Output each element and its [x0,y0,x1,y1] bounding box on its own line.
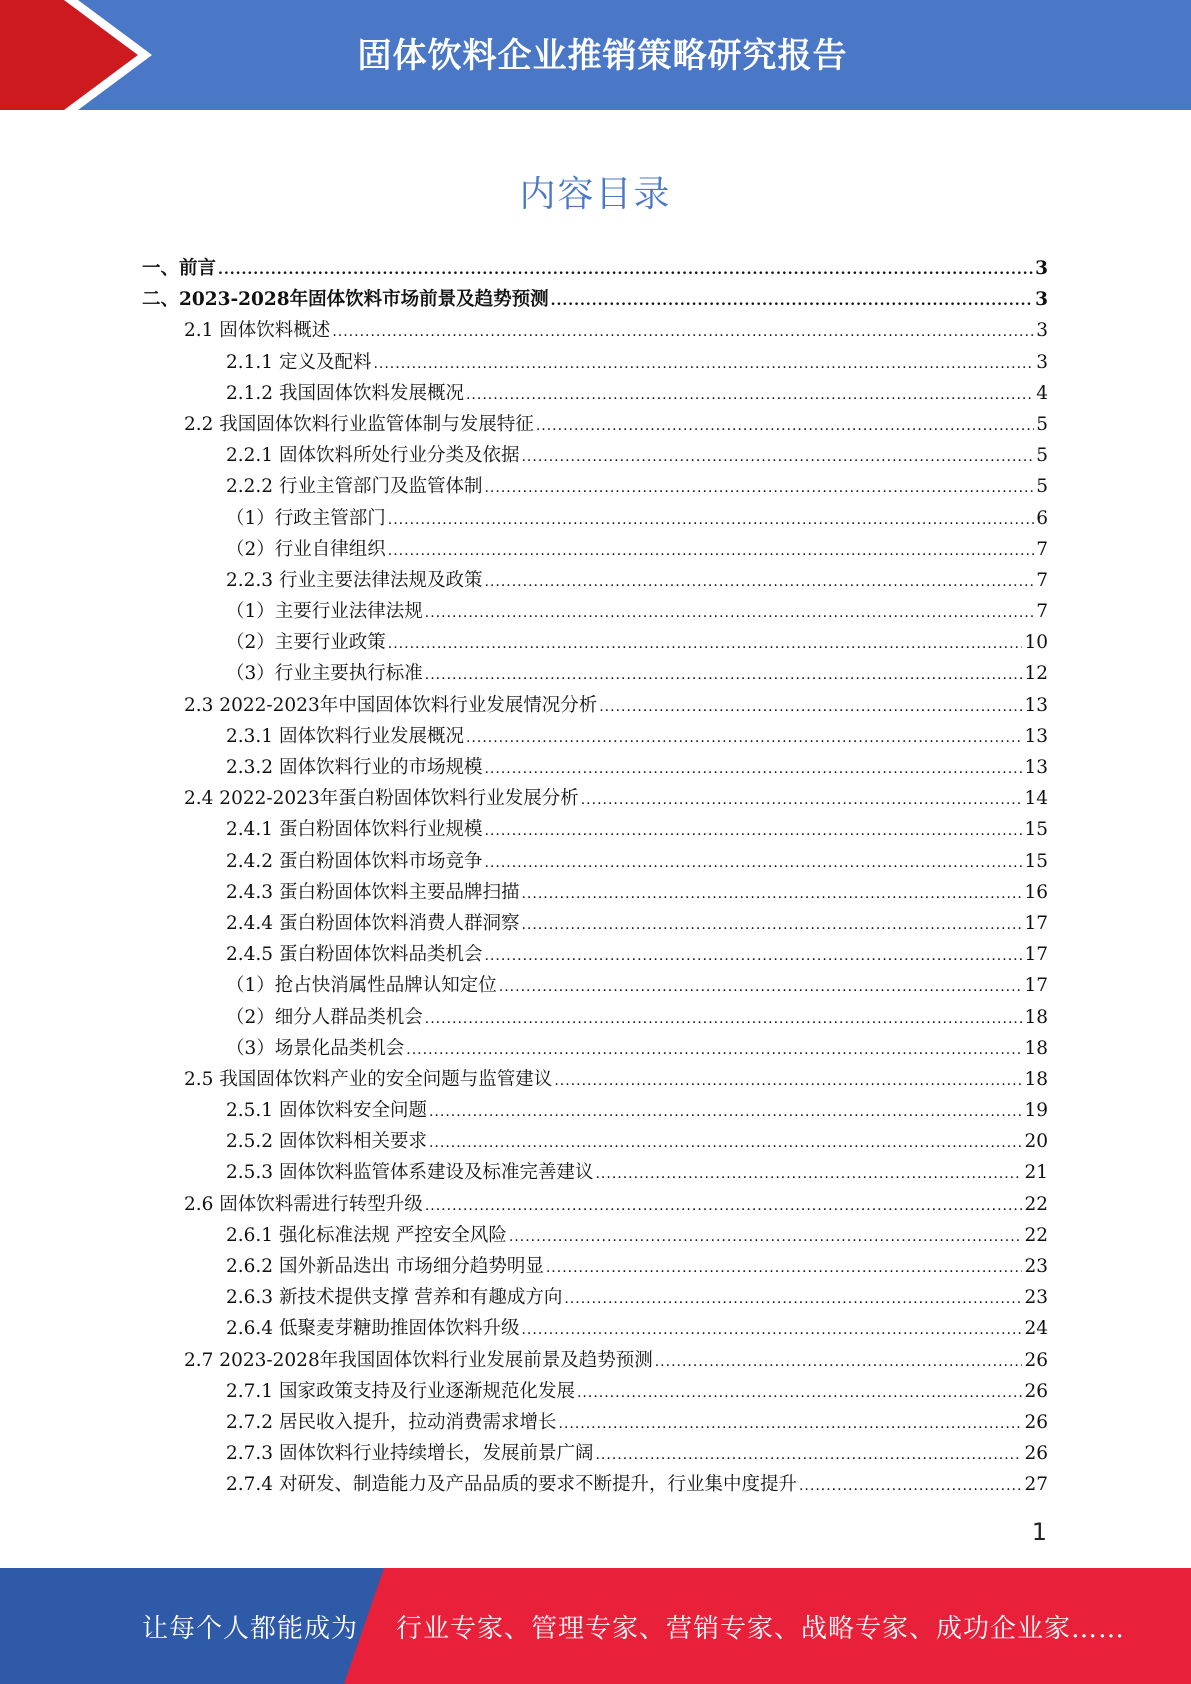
toc-entry-title: 2.1.1 定义及配料 [226,351,372,373]
toc-entry[interactable] [142,1470,1048,1501]
toc-dot-leader [546,1256,1023,1277]
toc-entry-title: （2）细分人群品类机会 [226,1006,423,1028]
toc-entry[interactable] [142,971,1048,1002]
toc-entry[interactable] [142,1346,1048,1377]
toc-entry-page: 3 [1036,351,1048,373]
toc-entry-page: 18 [1024,1006,1048,1028]
toc-entry-title: 2.1 固体饮料概述 [184,320,331,342]
toc-entry-title: 2.5 我国固体饮料产业的安全问题与监管建议 [184,1068,553,1090]
toc-entry[interactable] [142,504,1048,535]
toc-entry-page: 4 [1036,382,1048,404]
toc-entry-page: 18 [1024,1037,1048,1059]
toc-entry-title: 2.2.2 行业主管部门及监管体制 [226,476,483,498]
toc-entry[interactable] [142,1377,1048,1408]
toc-entry-title: （2）行业自律组织 [226,538,386,560]
toc-dot-leader [521,882,1022,903]
report-header [0,0,1191,110]
toc-entry-title: 2.7.3 固体饮料行业持续增长，发展前景广阔 [226,1443,594,1465]
toc-dot-leader [599,695,1022,716]
toc-entry[interactable] [142,285,1048,316]
footer-banner [0,1568,1191,1684]
toc-entry-page: 5 [1036,476,1048,498]
toc-entry[interactable] [142,1034,1048,1065]
toc-entry-page: 23 [1024,1256,1048,1277]
toc-dot-leader [373,352,1034,373]
footer-slogan-right: 行业专家、管理专家、营销专家、战略专家、成功企业家…… [396,1614,1126,1644]
toc-entry-title: （1）抢占快消属性品牌认知定位 [226,975,497,997]
toc-entry-title: 2.4.3 蛋白粉固体饮料主要品牌扫描 [226,881,520,903]
toc-entry-title: 2.6.4 低聚麦芽糖助推固体饮料升级 [226,1318,520,1340]
toc-entry[interactable] [142,909,1048,940]
toc-entry[interactable] [142,722,1048,753]
toc-entry-page: 6 [1036,507,1048,529]
toc-entry[interactable] [142,1127,1048,1158]
toc-entry-title: 2.3.2 固体饮料行业的市场规模 [226,757,483,778]
toc-dot-leader [425,601,1034,622]
toc-entry[interactable] [142,1221,1048,1252]
toc-entry-title: 二、2023-2028年固体饮料市场前景及趋势预测 [142,289,549,311]
toc-entry-page: 5 [1036,413,1048,435]
toc-entry[interactable] [142,1096,1048,1127]
toc-entry-title: 2.3 2022-2023年中国固体饮料行业发展情况分析 [184,694,598,716]
toc-dot-leader [388,508,1034,529]
toc-entry-page: 10 [1024,632,1048,654]
toc-entry-page: 13 [1024,757,1048,778]
toc-entry[interactable] [142,472,1048,503]
toc-entry-title: 2.2.1 固体饮料所处行业分类及依据 [226,445,520,467]
toc-entry-page: 26 [1024,1443,1048,1465]
toc-dot-leader [425,1194,1023,1215]
toc-entry-page: 13 [1024,694,1048,716]
toc-dot-leader [388,539,1034,560]
toc-dot-leader [554,1069,1022,1090]
toc-dot-leader [466,383,1034,404]
toc-entry-title: 2.6.1 强化标准法规 严控安全风险 [226,1224,507,1246]
toc-dot-leader [595,1443,1022,1464]
toc-entry-title: 2.4.2 蛋白粉固体饮料市场竞争 [226,850,483,872]
toc-entry-title: 2.4 2022-2023年蛋白粉固体饮料行业发展分析 [184,788,579,810]
toc-dot-leader [499,975,1023,996]
toc-entry-page: 23 [1024,1287,1048,1309]
toc-dot-leader [655,1350,1023,1371]
toc-entry[interactable] [142,254,1048,285]
toc-entry-page: 20 [1024,1131,1048,1153]
toc-dot-leader [521,445,1034,466]
toc-entry-page: 3 [1036,320,1048,342]
toc-entry[interactable] [142,878,1048,909]
toc-entry-title: （1）行政主管部门 [226,507,386,529]
toc-dot-leader [425,1007,1023,1028]
toc-dot-leader [425,663,1023,684]
toc-entry[interactable] [142,379,1048,410]
toc-entry[interactable] [142,1439,1048,1470]
toc-entry-page: 26 [1024,1411,1048,1433]
toc-dot-leader [429,1100,1022,1121]
footer-slogan-left: 让每个人都能成为 [142,1614,359,1644]
toc-entry-page: 27 [1024,1474,1048,1496]
toc-entry-page: 12 [1024,663,1048,685]
toc-entry-page: 21 [1024,1162,1048,1184]
toc-entry[interactable] [142,815,1048,846]
table-of-contents [142,254,1048,1502]
toc-dot-leader [581,788,1023,809]
toc-entry-title: 2.7 2023-2028年我国固体饮料行业发展前景及趋势预测 [184,1349,653,1371]
toc-entry-title: （3）行业主要执行标准 [226,663,423,685]
toc-entry-page: 22 [1024,1224,1048,1246]
toc-entry[interactable] [142,753,1048,784]
toc-dot-leader [577,1381,1022,1402]
toc-dot-leader [595,1162,1022,1183]
toc-entry[interactable] [142,1283,1048,1314]
toc-entry-title: 2.4.5 蛋白粉固体饮料品类机会 [226,944,483,966]
toc-dot-leader [406,1038,1022,1059]
toc-dot-leader [484,476,1034,497]
toc-dot-leader [466,726,1022,747]
toc-dot-leader [332,320,1034,341]
toc-dot-leader [484,570,1034,591]
toc-dot-leader [509,1225,1023,1246]
toc-entry-title: 2.7.4 对研发、制造能力及产品品质的要求不断提升，行业集中度提升 [226,1474,797,1496]
toc-entry-title: 2.4.4 蛋白粉固体饮料消费人群洞察 [226,912,520,934]
toc-dot-leader [484,851,1022,872]
toc-entry-page: 22 [1024,1193,1048,1215]
page-number: 1 [1031,1518,1047,1546]
toc-dot-leader [536,414,1034,435]
toc-entry-title: （3）场景化品类机会 [226,1037,405,1059]
toc-entry-title: 2.7.1 国家政策支持及行业逐渐规范化发展 [226,1380,575,1402]
toc-entry[interactable] [142,1190,1048,1221]
toc-entry-page: 14 [1024,788,1048,810]
toc-entry[interactable] [142,348,1048,379]
toc-dot-leader [521,913,1022,934]
toc-entry[interactable] [142,535,1048,566]
toc-entry[interactable] [142,410,1048,441]
toc-dot-leader [551,289,1033,310]
toc-dot-leader [564,1287,1022,1308]
toc-entry-page: 15 [1024,819,1048,841]
toc-entry[interactable] [142,1314,1048,1345]
toc-entry[interactable] [142,847,1048,878]
toc-entry-title: 2.2.3 行业主要法律法规及政策 [226,569,483,591]
toc-entry-page: 16 [1024,881,1048,903]
toc-entry-title: 2.5.1 固体饮料安全问题 [226,1100,427,1122]
toc-entry-page: 5 [1036,445,1048,467]
toc-entry-page: 19 [1024,1100,1048,1122]
toc-entry-title: 2.4.1 蛋白粉固体饮料行业规模 [226,819,483,841]
toc-entry-page: 26 [1024,1380,1048,1402]
toc-entry[interactable] [142,1065,1048,1096]
toc-entry-title: 2.5.2 固体饮料相关要求 [226,1131,427,1153]
toc-entry-page: 17 [1024,944,1048,966]
toc-dot-leader [429,1131,1022,1152]
toc-entry-page: 3 [1035,289,1048,311]
toc-entry[interactable] [142,1252,1048,1283]
toc-entry[interactable] [142,1003,1048,1034]
toc-entry-page: 7 [1036,601,1048,623]
toc-heading: 内容目录 [519,174,672,215]
toc-entry-title: 2.5.3 固体饮料监管体系建设及标准完善建议 [226,1162,594,1184]
toc-entry-page: 18 [1024,1068,1048,1090]
toc-entry-title: 一、前言 [142,258,217,279]
toc-entry-page: 15 [1024,850,1048,872]
toc-entry[interactable] [142,597,1048,628]
toc-entry[interactable] [142,1158,1048,1189]
toc-dot-leader [218,258,1033,279]
toc-entry-title: 2.6 固体饮料需进行转型升级 [184,1193,423,1215]
toc-entry[interactable] [142,441,1048,472]
toc-dot-leader [799,1474,1022,1495]
toc-dot-leader [484,944,1022,965]
toc-entry-page: 7 [1036,538,1048,560]
toc-entry-page: 7 [1036,569,1048,591]
toc-entry[interactable] [142,659,1048,690]
toc-entry-page: 3 [1035,258,1048,279]
toc-entry[interactable] [142,316,1048,347]
toc-entry[interactable] [142,628,1048,659]
toc-entry-title: 2.1.2 我国固体饮料发展概况 [226,382,464,404]
toc-entry-page: 17 [1024,912,1048,934]
toc-entry-page: 17 [1024,975,1048,997]
toc-dot-leader [484,757,1022,778]
toc-entry[interactable] [142,1408,1048,1439]
toc-entry-title: 2.6.3 新技术提供支撑 营养和有趣成方向 [226,1287,563,1309]
toc-entry[interactable] [142,691,1048,722]
toc-entry-page: 13 [1024,725,1048,747]
toc-entry-title: （1）主要行业法律法规 [226,601,423,623]
toc-entry[interactable] [142,784,1048,815]
toc-entry-title: 2.2 我国固体饮料行业监管体制与发展特征 [184,413,534,435]
toc-entry-title: 2.7.2 居民收入提升，拉动消费需求增长 [226,1411,557,1433]
toc-entry[interactable] [142,566,1048,597]
toc-entry-title: 2.3.1 固体饮料行业发展概况 [226,725,464,747]
toc-entry-page: 26 [1024,1349,1048,1371]
report-title: 固体饮料企业推销策略研究报告 [357,36,848,76]
toc-dot-leader [521,1318,1022,1339]
toc-entry-title: （2）主要行业政策 [226,632,386,654]
toc-dot-leader [558,1412,1022,1433]
toc-dot-leader [388,632,1023,653]
toc-entry-title: 2.6.2 国外新品迭出 市场细分趋势明显 [226,1256,544,1277]
toc-entry-page: 24 [1024,1318,1048,1340]
toc-dot-leader [484,819,1022,840]
toc-entry[interactable] [142,940,1048,971]
